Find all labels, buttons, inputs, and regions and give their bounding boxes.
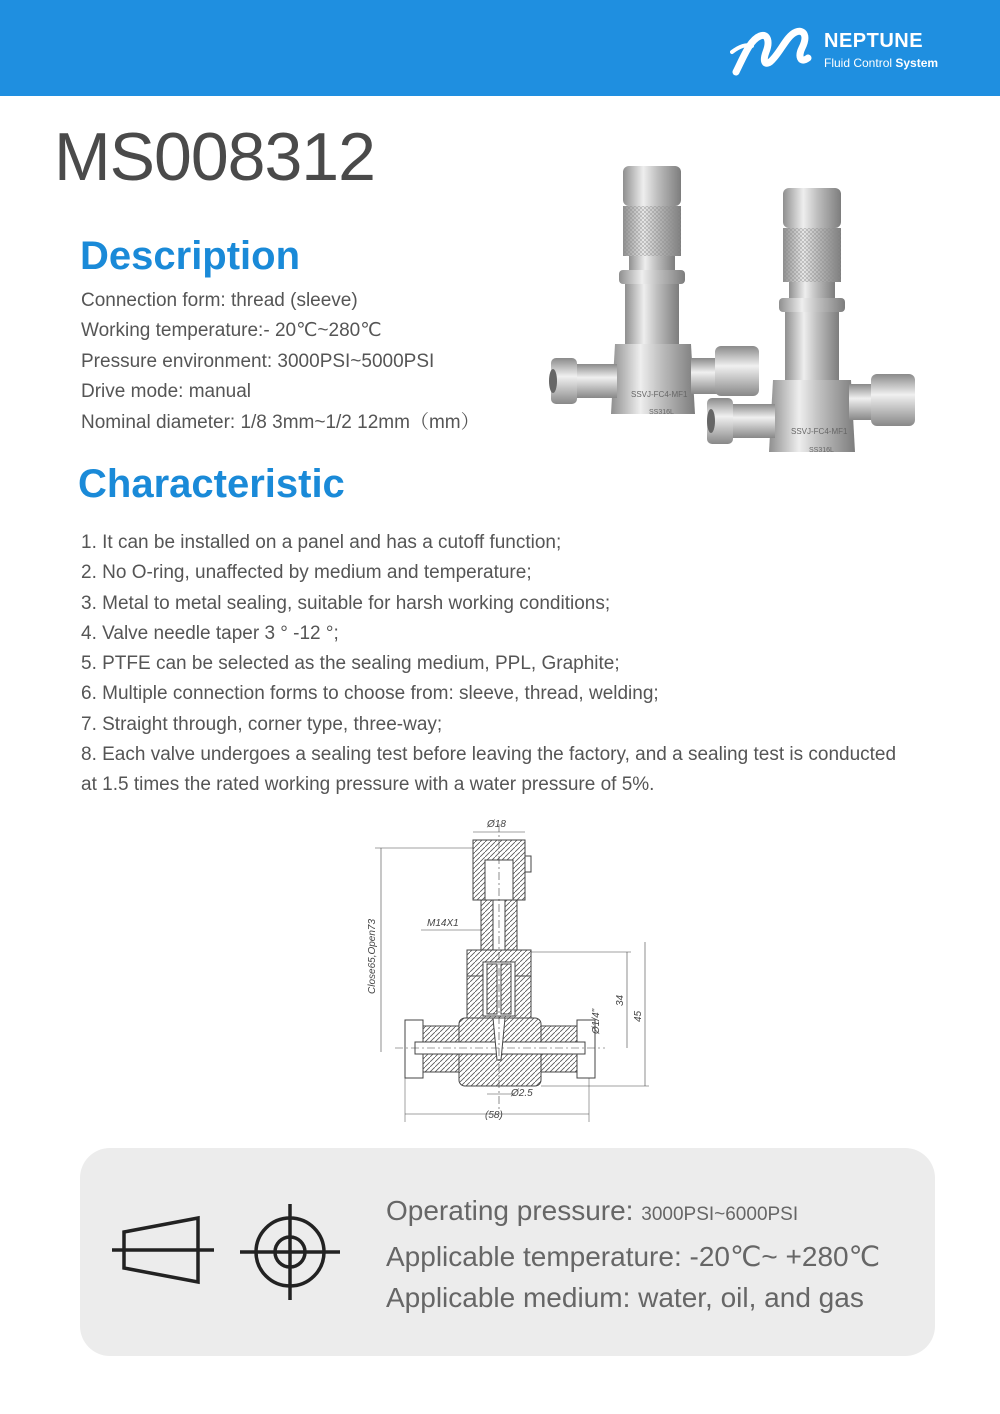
description-list bbox=[81, 286, 480, 438]
dim-port: Ø1/4" bbox=[591, 1008, 602, 1034]
model-number: MS008312 bbox=[54, 119, 375, 195]
dim-height: Close65,Open73 bbox=[367, 918, 378, 994]
body-marking-text: SS316L bbox=[649, 409, 674, 416]
operating-pressure: Operating pressure: 3000PSI~6000PSI bbox=[386, 1195, 799, 1226]
header-bar bbox=[0, 0, 1000, 96]
spec-list bbox=[386, 1190, 880, 1319]
product-photo bbox=[545, 152, 925, 462]
operating-pressure-value: 3000PSI~6000PSI bbox=[641, 1204, 799, 1225]
projection-circle-icon bbox=[238, 1204, 342, 1300]
brand-tagline: Fluid Control System bbox=[824, 56, 939, 70]
brand-logo[interactable] bbox=[730, 24, 970, 78]
projection-cone-icon bbox=[110, 1210, 220, 1290]
description-line: Working temperature:- 20℃~280℃ bbox=[81, 320, 382, 342]
applicable-medium: Applicable medium: water, oil, and gas bbox=[386, 1282, 864, 1313]
characteristic-list bbox=[81, 528, 901, 801]
description-line: Nominal diameter: 1/8 3mm~1/2 12mm（mm） bbox=[81, 411, 480, 433]
dim-34: 34 bbox=[615, 994, 626, 1006]
dim-orifice: Ø2.5 bbox=[511, 1088, 533, 1099]
valve-left bbox=[549, 166, 759, 416]
dim-thread: M14X1 bbox=[427, 918, 459, 929]
characteristic-item: 3. Metal to metal sealing, suitable for harsh working conditions; bbox=[81, 592, 611, 614]
characteristic-item: 6. Multiple connection forms to choose from: sleeve, thread, welding; bbox=[81, 683, 659, 705]
body-marking-text: SSVJ-FC4-MF1 bbox=[631, 390, 688, 399]
technical-drawing bbox=[355, 812, 655, 1132]
characteristic-item: 4. Valve needle taper 3 ° -12 °; bbox=[81, 622, 339, 644]
description-line: Drive mode: manual bbox=[81, 381, 252, 403]
valve-right bbox=[707, 188, 915, 454]
description-line: Connection form: thread (sleeve) bbox=[81, 290, 358, 311]
applicable-temperature: Applicable temperature: -20℃~ +280℃ bbox=[386, 1240, 881, 1272]
characteristic-item: 5. PTFE can be selected as the sealing medium, PPL, Graphite; bbox=[81, 653, 620, 675]
characteristic-item: 8. Each valve undergoes a sealing test before leaving the factory, and a sealing test is conducted at 1.5 times the rated working pressure with a water pressure of 5%. bbox=[81, 744, 897, 796]
dim-length: (58) bbox=[485, 1110, 503, 1121]
body-marking-text: SS316L bbox=[809, 447, 834, 454]
brand-name: NEPTUNE bbox=[824, 30, 924, 52]
characteristic-heading: Characteristic bbox=[78, 462, 345, 506]
characteristic-item: 2. No O-ring, unaffected by medium and temperature; bbox=[81, 562, 532, 584]
dim-top-diameter: Ø18 bbox=[487, 819, 506, 830]
characteristic-item: 7. Straight through, corner type, three-way; bbox=[81, 713, 443, 735]
dim-45: 45 bbox=[633, 1010, 644, 1022]
neptune-wave-logo-icon bbox=[730, 26, 820, 76]
description-heading: Description bbox=[80, 234, 301, 278]
characteristic-item: 1. It can be installed on a panel and has a cutoff function; bbox=[81, 532, 562, 553]
body-marking-text: SSVJ-FC4-MF1 bbox=[791, 427, 848, 436]
description-line: Pressure environment: 3000PSI~5000PSI bbox=[81, 350, 435, 372]
